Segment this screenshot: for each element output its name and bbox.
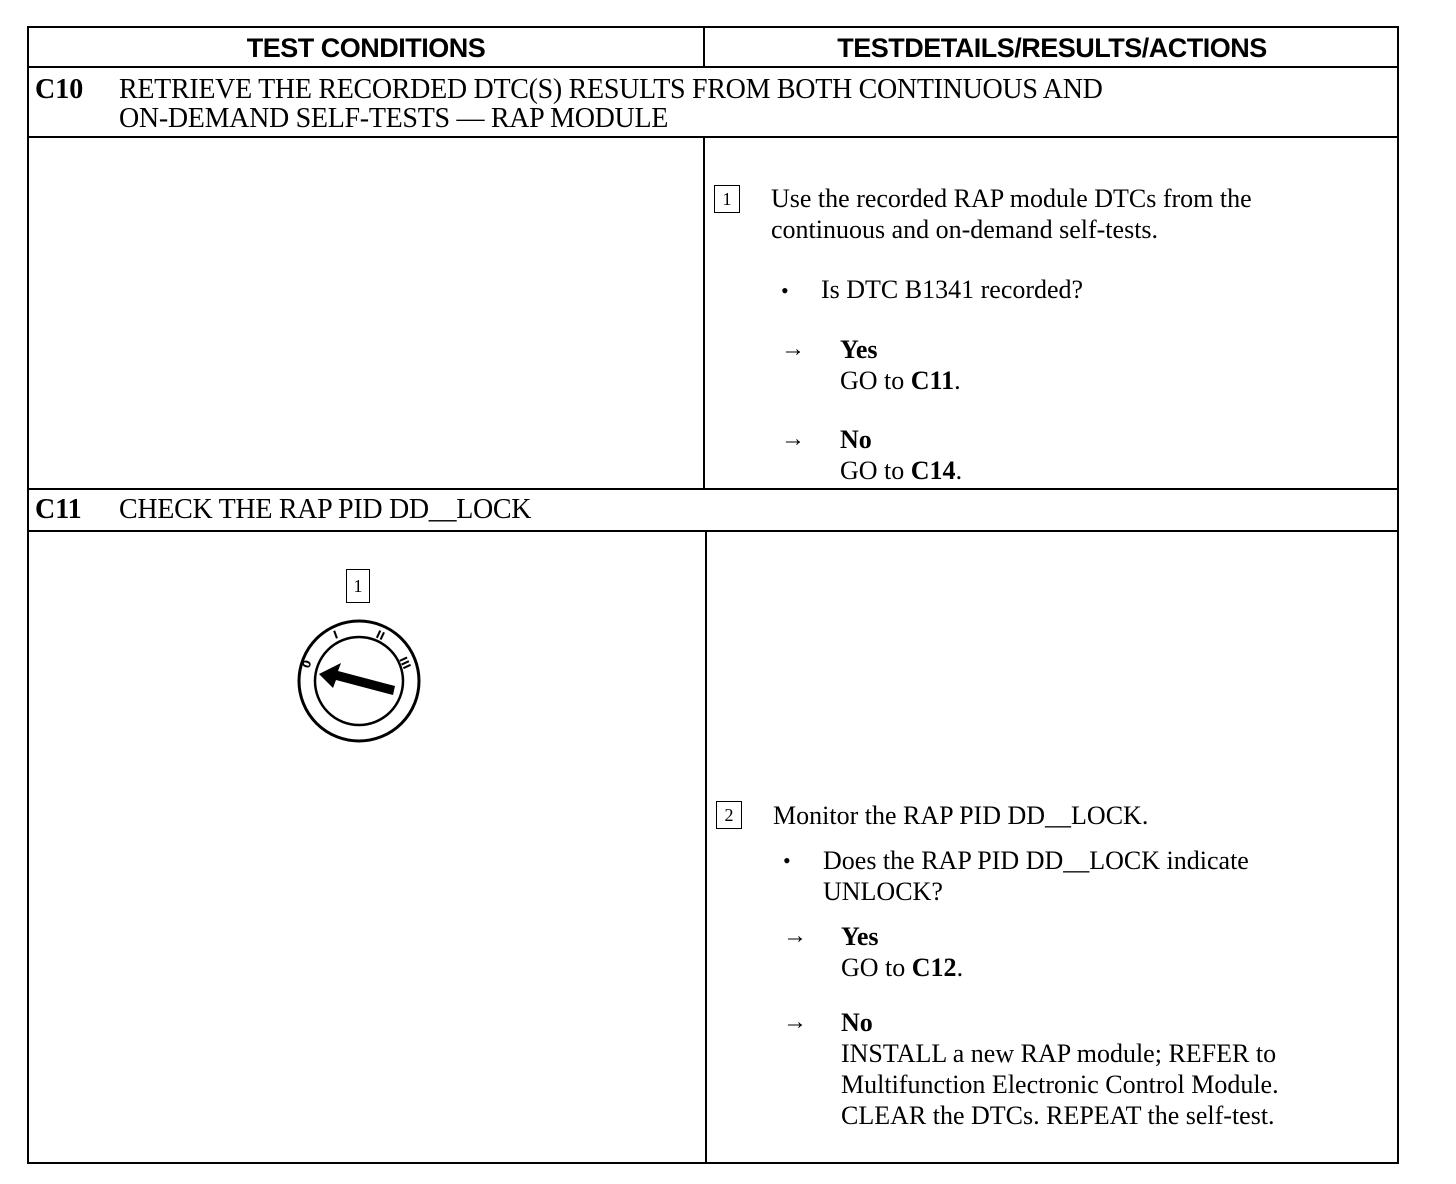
ignition-label-acc: I — [331, 628, 340, 642]
c10-no-period: . — [955, 456, 963, 485]
c10-title-line2: ON-DEMAND SELF-TESTS — RAP MODULE — [119, 103, 669, 134]
c11-yes-target: C12 — [911, 953, 957, 982]
c10-no-block — [840, 424, 962, 486]
c10-title-divider — [29, 136, 1397, 138]
c11-no-arrow: → — [783, 1009, 807, 1035]
c10-instruction-line1: Use the recorded RAP module DTCs from the — [771, 184, 1252, 213]
c10-no-label: No — [840, 425, 872, 454]
c10-question: Is DTC B1341 recorded? — [821, 275, 1084, 304]
c11-no-label: No — [841, 1008, 873, 1037]
c11-column-divider — [705, 530, 707, 1164]
c11-top-divider — [29, 488, 1397, 490]
c10-column-divider — [703, 136, 705, 488]
c10-yes-arrow: → — [781, 336, 805, 362]
c10-yes-period: . — [954, 366, 961, 395]
c10-yes-target: C11 — [910, 366, 955, 395]
c11-no-line1: INSTALL a new RAP module; REFER to — [841, 1039, 1277, 1068]
c11-bullet: • — [783, 848, 791, 873]
c11-yes-period: . — [956, 953, 964, 982]
c11-yes-arrow: → — [783, 923, 807, 949]
ignition-switch-icon — [295, 619, 423, 743]
c11-step-number-box: 2 — [716, 801, 742, 829]
c11-yes-block — [841, 921, 963, 983]
c10-yes-go: GO to — [840, 366, 905, 395]
c10-step-number-box: 1 — [714, 185, 740, 213]
c10-yes-label: Yes — [840, 335, 878, 364]
c11-step-id: C11 — [35, 494, 82, 525]
c10-no-target: C14 — [910, 456, 956, 485]
c11-no-line2: Multifunction Electronic Control Module. — [841, 1070, 1279, 1099]
c11-instruction: Monitor the RAP PID DD__LOCK. — [773, 801, 1149, 830]
c11-question-line1: Does the RAP PID DD__LOCK indicate — [823, 846, 1249, 875]
c10-title — [119, 75, 1103, 133]
diagnostic-table — [27, 26, 1399, 1164]
c11-question — [823, 845, 1249, 907]
header-test-conditions: TEST CONDITIONS — [246, 32, 486, 63]
c10-step-id: C10 — [35, 74, 84, 105]
c10-no-arrow: → — [781, 426, 805, 452]
c10-instruction-line2: continuous and on-demand self-tests. — [771, 215, 1159, 244]
ignition-label-start: III — [396, 654, 414, 672]
c10-no-go: GO to — [840, 456, 905, 485]
c11-yes-label: Yes — [841, 922, 879, 951]
ignition-label-run: II — [373, 627, 387, 644]
c10-bullet: • — [781, 278, 789, 303]
c11-yes-go: GO to — [841, 953, 906, 982]
c11-title: CHECK THE RAP PID DD__LOCK — [119, 494, 532, 525]
c11-figure-number-box: 1 — [346, 569, 370, 603]
c11-question-line2: UNLOCK? — [823, 877, 943, 906]
c10-yes-block — [840, 334, 961, 396]
c11-no-block — [841, 1007, 1279, 1131]
c10-instruction — [771, 183, 1252, 245]
c11-title-divider — [29, 530, 1397, 532]
header-test-details: TESTDETAILS/RESULTS/ACTIONS — [837, 32, 1267, 63]
ignition-label-off: 0 — [299, 658, 315, 671]
c10-title-line1: RETRIEVE THE RECORDED DTC(S) RESULTS FROM BOTH CONTINUOUS AND — [119, 74, 1103, 105]
c11-no-line3: CLEAR the DTCs. REPEAT the self-test. — [841, 1101, 1275, 1130]
ignition-key-arrow — [319, 663, 395, 695]
